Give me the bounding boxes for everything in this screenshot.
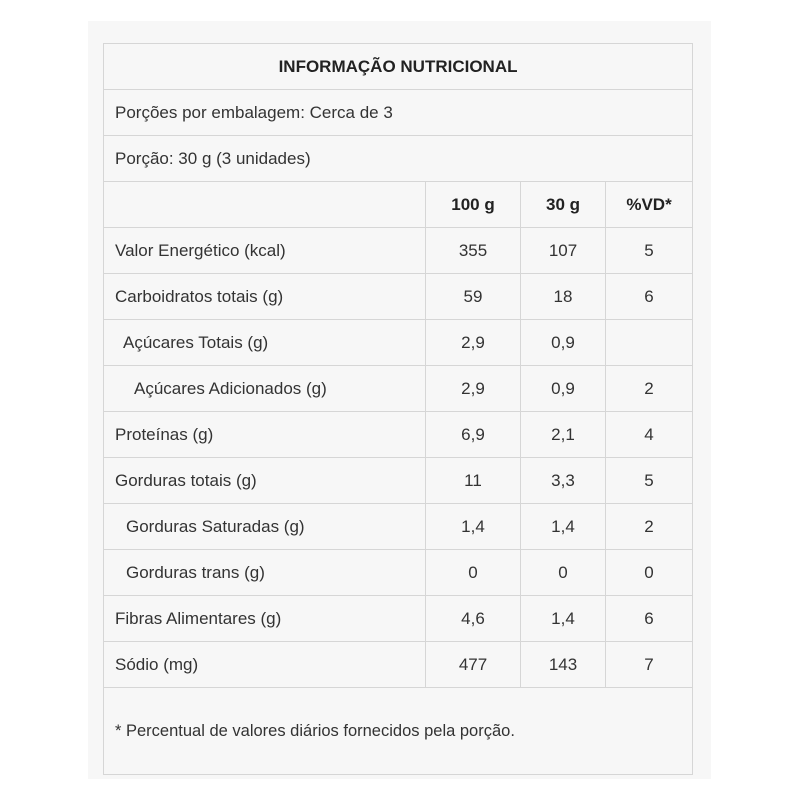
value-100g: 1,4 bbox=[426, 504, 521, 550]
value-vd: 5 bbox=[606, 228, 693, 274]
header-row bbox=[104, 182, 693, 228]
table-row bbox=[104, 458, 693, 504]
table-row bbox=[104, 642, 693, 688]
value-vd: 7 bbox=[606, 642, 693, 688]
row-label: Gorduras Saturadas (g) bbox=[104, 504, 426, 550]
table-row bbox=[104, 550, 693, 596]
row-label: Fibras Alimentares (g) bbox=[104, 596, 426, 642]
value-vd: 5 bbox=[606, 458, 693, 504]
table-title: INFORMAÇÃO NUTRICIONAL bbox=[104, 44, 693, 90]
value-30g: 3,3 bbox=[521, 458, 606, 504]
column-header-30g: 30 g bbox=[521, 182, 606, 228]
value-30g: 1,4 bbox=[521, 596, 606, 642]
header-empty-cell bbox=[104, 182, 426, 228]
value-30g: 18 bbox=[521, 274, 606, 320]
row-label: Açúcares Adicionados (g) bbox=[104, 366, 426, 412]
value-100g: 477 bbox=[426, 642, 521, 688]
column-header-vd: %VD* bbox=[606, 182, 693, 228]
value-vd: 6 bbox=[606, 274, 693, 320]
value-100g: 59 bbox=[426, 274, 521, 320]
row-label: Carboidratos totais (g) bbox=[104, 274, 426, 320]
table-row bbox=[104, 412, 693, 458]
value-100g: 2,9 bbox=[426, 366, 521, 412]
row-label: Açúcares Totais (g) bbox=[104, 320, 426, 366]
value-30g: 0,9 bbox=[521, 320, 606, 366]
row-label: Proteínas (g) bbox=[104, 412, 426, 458]
row-label: Gorduras totais (g) bbox=[104, 458, 426, 504]
row-label: Valor Energético (kcal) bbox=[104, 228, 426, 274]
column-header-100g: 100 g bbox=[426, 182, 521, 228]
value-30g: 0,9 bbox=[521, 366, 606, 412]
value-100g: 0 bbox=[426, 550, 521, 596]
table-row bbox=[104, 320, 693, 366]
nutrition-table bbox=[103, 43, 693, 775]
row-label: Sódio (mg) bbox=[104, 642, 426, 688]
serving-size-row bbox=[104, 136, 693, 182]
nutrition-panel bbox=[88, 21, 711, 779]
value-30g: 1,4 bbox=[521, 504, 606, 550]
value-vd: 4 bbox=[606, 412, 693, 458]
serving-size: Porção: 30 g (3 unidades) bbox=[104, 136, 693, 182]
value-100g: 2,9 bbox=[426, 320, 521, 366]
table-row bbox=[104, 504, 693, 550]
value-100g: 355 bbox=[426, 228, 521, 274]
value-100g: 11 bbox=[426, 458, 521, 504]
servings-per-package: Porções por embalagem: Cerca de 3 bbox=[104, 90, 693, 136]
table-row bbox=[104, 228, 693, 274]
value-vd: 2 bbox=[606, 504, 693, 550]
footnote: * Percentual de valores diários fornecidos pela porção. bbox=[104, 688, 693, 775]
title-row bbox=[104, 44, 693, 90]
value-100g: 4,6 bbox=[426, 596, 521, 642]
table-row bbox=[104, 596, 693, 642]
value-vd: 2 bbox=[606, 366, 693, 412]
value-vd bbox=[606, 320, 693, 366]
value-30g: 2,1 bbox=[521, 412, 606, 458]
table-row bbox=[104, 274, 693, 320]
servings-row bbox=[104, 90, 693, 136]
value-30g: 107 bbox=[521, 228, 606, 274]
value-vd: 0 bbox=[606, 550, 693, 596]
value-30g: 143 bbox=[521, 642, 606, 688]
table-row bbox=[104, 366, 693, 412]
value-100g: 6,9 bbox=[426, 412, 521, 458]
footnote-row bbox=[104, 688, 693, 775]
row-label: Gorduras trans (g) bbox=[104, 550, 426, 596]
value-30g: 0 bbox=[521, 550, 606, 596]
value-vd: 6 bbox=[606, 596, 693, 642]
